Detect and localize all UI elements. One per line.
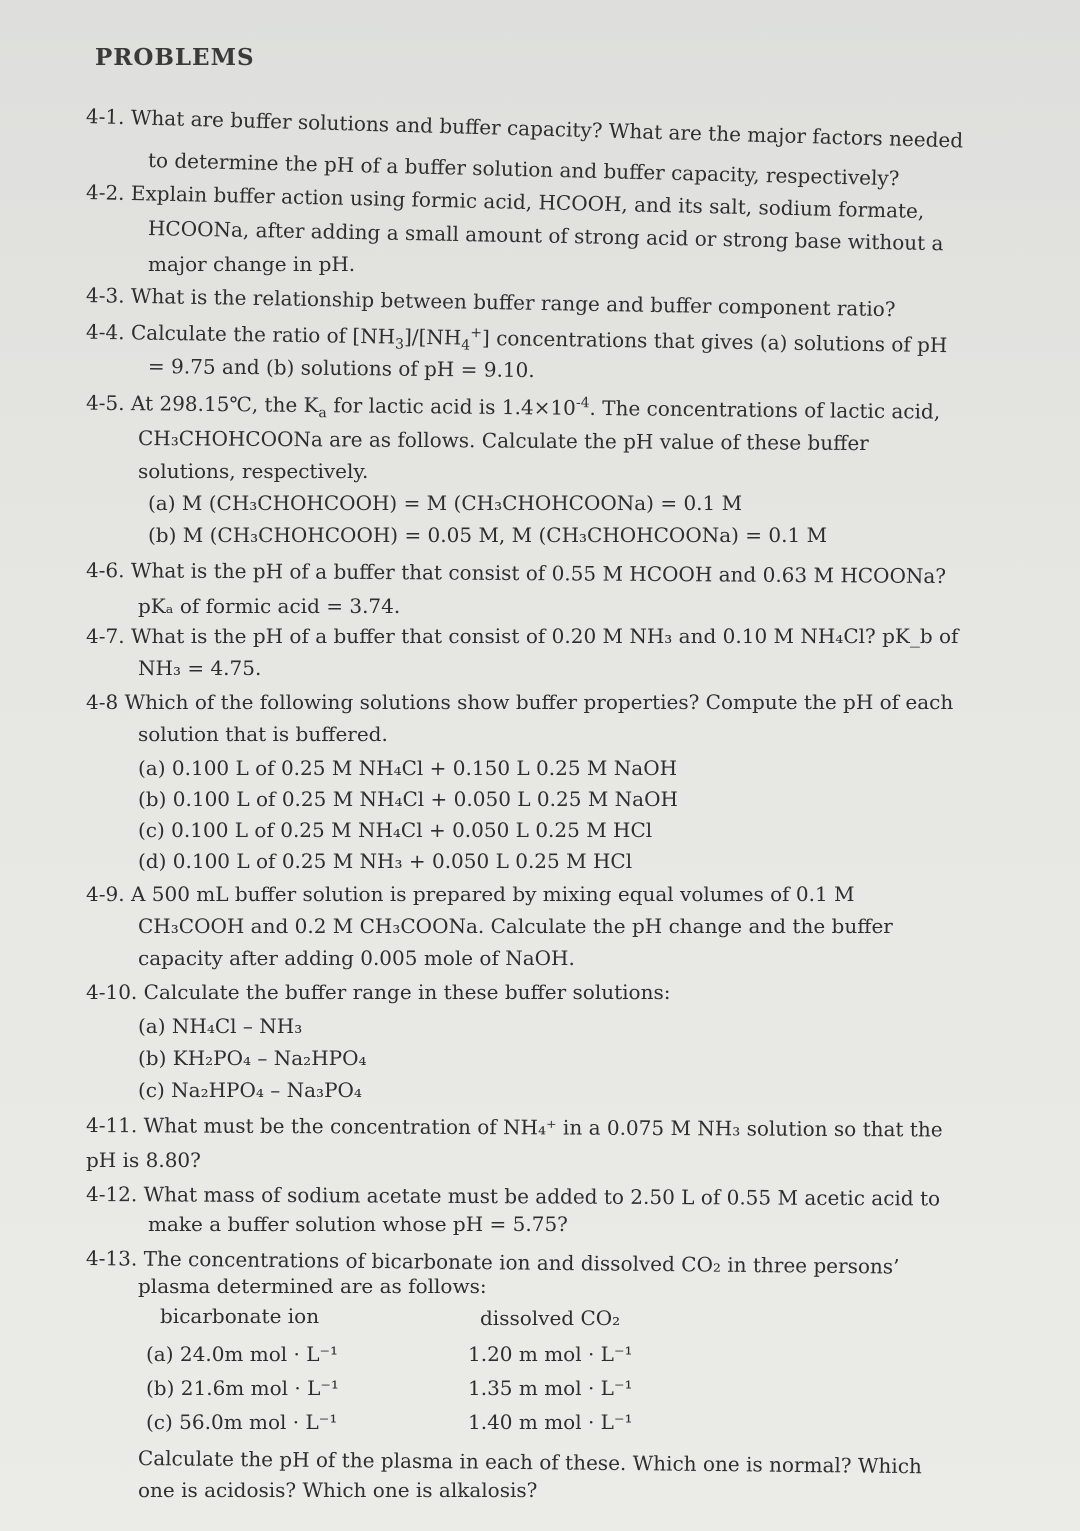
table-row-a-co2: 1.20 m mol · L⁻¹ [468, 1342, 633, 1366]
problem-number: 4-3. [85, 283, 125, 308]
superscript: -4 [575, 395, 590, 412]
problem-number: 4-2. [85, 180, 125, 205]
problem-number: 4-8 [86, 690, 119, 714]
table-header-co2: dissolved CO₂ [480, 1306, 621, 1330]
problem-number: 4-11. [85, 1113, 138, 1138]
superscript: + [470, 325, 483, 342]
problem-text: Which of the following solutions show buffer properties? Compute the pH of each [124, 690, 954, 714]
problem-text: The concentrations of bicarbonate ion and dissolved CO₂ in three persons’ [143, 1246, 900, 1279]
problem-4-5-line-1 [86, 386, 941, 432]
problem-4-5-part-a: (a) M (CH₃CHOHCOOH) = M (CH₃CHOHCOONa) = 0.1 M [148, 491, 743, 515]
problem-text-c: . The concentrations of lactic acid, [589, 395, 941, 424]
problem-number: 4-1. [85, 104, 125, 130]
table-row-c-bicarbonate: (c) 56.0m mol · L⁻¹ [146, 1410, 338, 1434]
problem-number: 4-7. [86, 624, 125, 648]
problem-4-9-line-2: CH₃COOH and 0.2 M CH₃COONa. Calculate the pH change and the buffer [138, 914, 893, 938]
subscript: a [318, 405, 327, 422]
problem-number: 4-13. [85, 1246, 138, 1271]
problem-4-5-line-3: solutions, respectively. [138, 459, 369, 483]
table-row-a-bicarbonate: (a) 24.0m mol · L⁻¹ [146, 1342, 339, 1366]
problem-4-11-line-1 [86, 1113, 943, 1141]
problem-text: A 500 mL buffer solution is prepared by mixing equal volumes of 0.1 M [130, 882, 855, 906]
problem-4-12-line-2: make a buffer solution whose pH = 5.75? [148, 1212, 568, 1236]
subscript: 4 [461, 337, 471, 354]
problem-text: What is the pH of a buffer that consist of 0.55 M HCOOH and 0.63 M HCOONa? [130, 558, 947, 589]
problem-4-9-line-1 [86, 882, 855, 906]
problem-text-a: At 298.15℃, the K [130, 391, 319, 418]
problem-4-13-line-2: plasma determined are as follows: [138, 1274, 487, 1298]
problem-number: 4-5. [85, 390, 125, 416]
problem-text: What must be the concentration of NH₄⁺ in a 0.075 M NH₃ solution so that the [143, 1113, 943, 1142]
table-header-bicarbonate: bicarbonate ion [160, 1304, 320, 1328]
problem-text: What is the pH of a buffer that consist of 0.20 M NH₃ and 0.10 M NH₄Cl? pK_b of [130, 624, 959, 648]
problem-4-12-line-1 [86, 1182, 940, 1210]
problem-4-8-part-a: (a) 0.100 L of 0.25 M NH₄Cl + 0.150 L 0.25 M NaOH [138, 756, 678, 780]
problem-4-8-line-1 [86, 690, 953, 714]
subscript: 3 [394, 336, 405, 353]
problem-number: 4-6. [85, 558, 125, 583]
problem-4-7-line-1 [86, 624, 958, 648]
problem-number: 4-12. [85, 1182, 138, 1207]
problem-text: What is the relationship between buffer range and buffer component ratio? [130, 283, 896, 322]
table-row-b-bicarbonate: (b) 21.6m mol · L⁻¹ [146, 1376, 339, 1400]
problem-4-1-line-2: to determine the pH of a buffer solution and buffer capacity, respectively? [147, 148, 900, 191]
problem-number: 4-10. [86, 980, 138, 1004]
problem-4-10-part-c: (c) Na₂HPO₄ – Na₃PO₄ [138, 1078, 362, 1102]
problem-4-9-line-3: capacity after adding 0.005 mole of NaOH. [138, 946, 575, 970]
problem-number: 4-9. [86, 882, 125, 906]
problem-4-3-line-1 [86, 283, 896, 321]
problem-4-11-line-2: pH is 8.80? [86, 1148, 201, 1172]
problem-4-8-line-2: solution that is buffered. [138, 722, 388, 746]
table-row-c-co2: 1.40 m mol · L⁻¹ [468, 1410, 633, 1434]
problem-4-2-line-3: major change in pH. [148, 252, 356, 276]
problem-number: 4-4. [85, 319, 125, 345]
problem-text-b: for lactic acid is 1.4×10 [333, 393, 576, 420]
problem-4-7-line-2: NH₃ = 4.75. [138, 656, 262, 680]
problem-4-8-part-c: (c) 0.100 L of 0.25 M NH₄Cl + 0.050 L 0.25 M HCl [138, 818, 653, 842]
problem-4-10-part-b: (b) KH₂PO₄ – Na₂HPO₄ [138, 1046, 367, 1070]
table-row-b-co2: 1.35 m mol · L⁻¹ [468, 1376, 633, 1400]
problem-text-a: Calculate the ratio of [NH [130, 320, 396, 349]
problem-4-4-line-2: = 9.75 and (b) solutions of pH = 9.10. [147, 354, 535, 383]
problem-4-10-part-a: (a) NH₄Cl – NH₃ [138, 1014, 303, 1038]
problem-text-b: ]/[NH [403, 324, 462, 350]
problem-4-5-part-b: (b) M (CH₃CHOHCOOH) = 0.05 M, M (CH₃CHOHCOONa) = 0.1 M [148, 523, 828, 547]
problem-text-c: ] concentrations that gives (a) solutions of pH [481, 325, 948, 358]
problem-text: What are buffer solutions and buffer capacity? What are the major factors needed [130, 105, 964, 153]
problem-4-8-part-d: (d) 0.100 L of 0.25 M NH₃ + 0.050 L 0.25 M HCl [138, 849, 633, 873]
problem-4-5-line-2: CH₃CHOHCOONa are as follows. Calculate the pH value of these buffer [137, 426, 869, 456]
problem-4-13-line-4: one is acidosis? Which one is alkalosis? [138, 1478, 538, 1502]
problem-text: Calculate the buffer range in these buffer solutions: [143, 980, 671, 1004]
problem-4-6-line-1 [86, 558, 946, 588]
problem-text: What mass of sodium acetate must be added to 2.50 L of 0.55 M acetic acid to [143, 1182, 941, 1211]
problem-4-10-line-1 [86, 980, 670, 1004]
problem-4-13-line-3: Calculate the pH of the plasma in each of these. Which one is normal? Which [137, 1446, 922, 1479]
problem-text: Explain buffer action using formic acid, HCOOH, and its salt, sodium formate, [130, 181, 925, 224]
problem-4-2-line-2: HCOONa, after adding a small amount of strong acid or strong base without a [147, 216, 944, 256]
problem-4-1-line-1 [86, 104, 964, 152]
problem-4-6-line-2: pKₐ of formic acid = 3.74. [138, 594, 401, 618]
problem-4-8-part-b: (b) 0.100 L of 0.25 M NH₄Cl + 0.050 L 0.25 M NaOH [138, 787, 678, 811]
page-title: PROBLEMS [95, 44, 255, 71]
